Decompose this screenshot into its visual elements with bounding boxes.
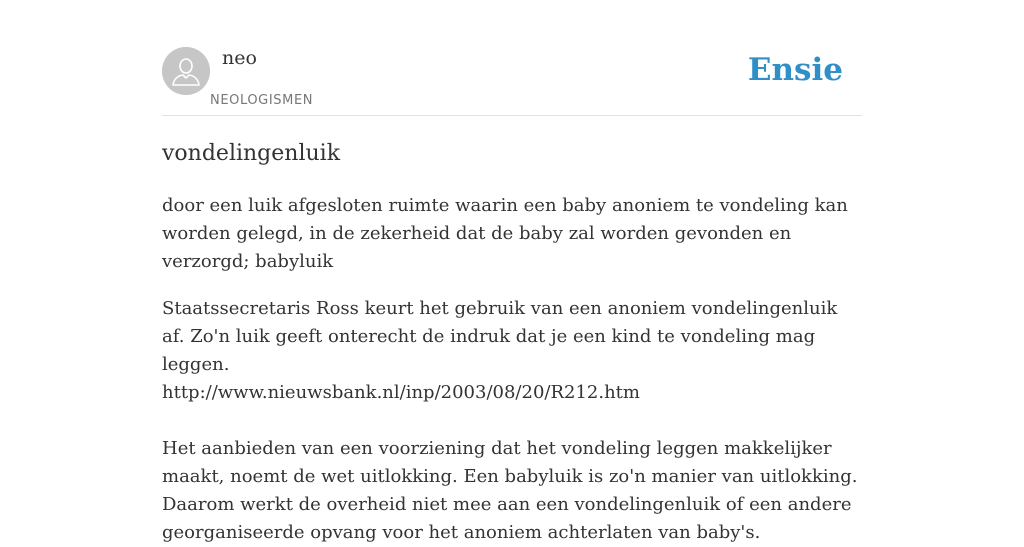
avatar[interactable] [162, 47, 210, 95]
example-spacer [162, 407, 862, 435]
example-quote: Staatssecretaris Ross keurt het gebruik van een anoniem vondelingenluik af. Zo'n luik geeft onterecht de indruk dat je een kind te vondeling mag leggen. [162, 298, 838, 375]
example-paragraph: Het aanbieden van een voorziening dat het vondeling leggen makkelijker maakt, noemt de wet uitlokking. Een babyluik is zo'n manier van uitlokking. Daarom werkt de overheid niet mee aan een vondelingenluik of een andere georganiseerde opvang voor het anoniem achterlaten van baby's. [162, 438, 858, 543]
header-divider [162, 115, 862, 116]
entry-card [162, 0, 862, 543]
user-silhouette-icon [162, 47, 210, 95]
entry-definition: door een luik afgesloten ruimte waarin een baby anoniem te vondeling kan worden gelegd, in de zekerheid dat de baby zal worden gevonden en verzorgd; babyluik [162, 195, 848, 272]
author-username[interactable]: neo [222, 47, 257, 69]
site-logo[interactable]: Ensie [747, 52, 843, 88]
category-label[interactable]: NEOLOGISMEN [210, 93, 314, 108]
example-source: http://www.nieuwsbank.nl/inp/2003/08/20/R212.htm [162, 382, 640, 403]
entry-title: vondelingenluik [162, 141, 341, 166]
entry-example [162, 295, 862, 547]
